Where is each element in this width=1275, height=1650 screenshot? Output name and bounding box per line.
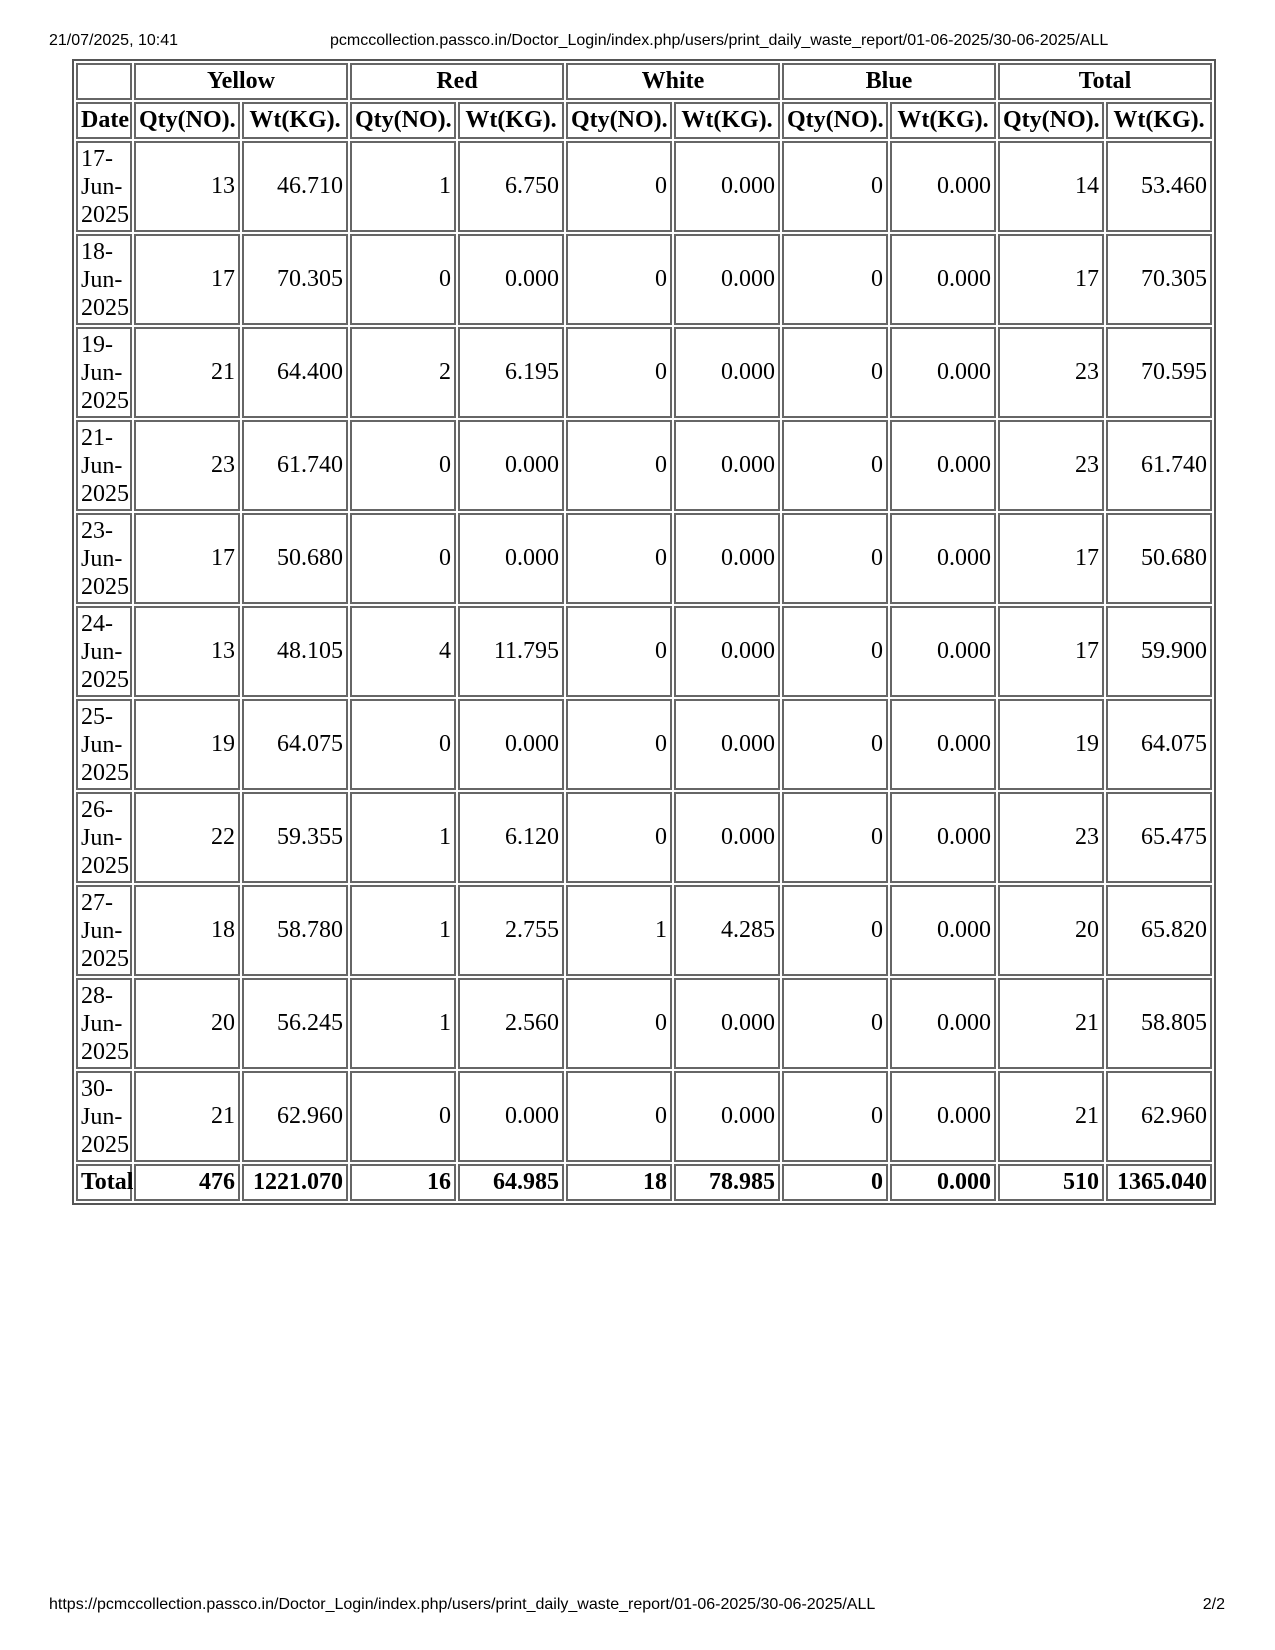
blue-qty-cell: 0 [782, 978, 888, 1069]
blue-qty-cell: 0 [782, 420, 888, 511]
blue-wt-cell: 0.000 [890, 792, 996, 883]
blue-wt-total: 0.000 [890, 1164, 996, 1201]
yellow-wt-cell: 70.305 [242, 234, 348, 325]
daily-waste-report-table [72, 59, 1216, 1205]
yellow-qty-cell: 19 [134, 699, 240, 790]
qty-column-header: Qty(NO). [134, 102, 240, 139]
qty-column-header: Qty(NO). [350, 102, 456, 139]
red-wt-cell: 6.750 [458, 141, 564, 232]
date-cell: 19-Jun-2025 [76, 327, 132, 418]
red-qty-cell: 4 [350, 606, 456, 697]
white-qty-cell: 0 [566, 792, 672, 883]
red-wt-cell: 6.195 [458, 327, 564, 418]
group-header-row [76, 63, 1212, 100]
yellow-qty-cell: 18 [134, 885, 240, 976]
print-footer-url: https://pcmccollection.passco.in/Doctor_Login/index.php/users/print_daily_waste_report/01-06-2025/30-06-2025/ALL [49, 1596, 876, 1613]
group-header-yellow: Yellow [134, 63, 348, 100]
yellow-qty-cell: 23 [134, 420, 240, 511]
red-qty-cell: 0 [350, 513, 456, 604]
total-label-cell: Total [76, 1164, 132, 1201]
total-qty-cell: 23 [998, 792, 1104, 883]
white-wt-cell: 0.000 [674, 699, 780, 790]
blue-qty-cell: 0 [782, 885, 888, 976]
white-qty-cell: 0 [566, 141, 672, 232]
total-qty-cell: 21 [998, 978, 1104, 1069]
table-row [76, 978, 1212, 1069]
white-qty-cell: 0 [566, 699, 672, 790]
wt-column-header: Wt(KG). [890, 102, 996, 139]
total-wt-cell: 53.460 [1106, 141, 1212, 232]
grand-qty-total: 510 [998, 1164, 1104, 1201]
white-wt-cell: 0.000 [674, 141, 780, 232]
red-qty-total: 16 [350, 1164, 456, 1201]
yellow-wt-cell: 48.105 [242, 606, 348, 697]
table-row [76, 606, 1212, 697]
date-cell: 18-Jun-2025 [76, 234, 132, 325]
yellow-qty-cell: 21 [134, 1071, 240, 1162]
table-row [76, 885, 1212, 976]
total-qty-cell: 19 [998, 699, 1104, 790]
red-qty-cell: 1 [350, 141, 456, 232]
yellow-wt-cell: 50.680 [242, 513, 348, 604]
table-row [76, 513, 1212, 604]
blue-wt-cell: 0.000 [890, 420, 996, 511]
date-cell: 21-Jun-2025 [76, 420, 132, 511]
white-qty-cell: 0 [566, 234, 672, 325]
white-wt-cell: 0.000 [674, 978, 780, 1069]
blue-wt-cell: 0.000 [890, 699, 996, 790]
yellow-wt-cell: 56.245 [242, 978, 348, 1069]
red-qty-cell: 1 [350, 792, 456, 883]
white-wt-cell: 0.000 [674, 234, 780, 325]
red-wt-cell: 2.560 [458, 978, 564, 1069]
total-qty-cell: 21 [998, 1071, 1104, 1162]
red-wt-cell: 0.000 [458, 234, 564, 325]
yellow-wt-cell: 46.710 [242, 141, 348, 232]
total-wt-cell: 61.740 [1106, 420, 1212, 511]
white-wt-cell: 0.000 [674, 327, 780, 418]
red-qty-cell: 1 [350, 885, 456, 976]
wt-column-header: Wt(KG). [674, 102, 780, 139]
red-wt-cell: 0.000 [458, 699, 564, 790]
red-wt-cell: 0.000 [458, 1071, 564, 1162]
red-wt-cell: 11.795 [458, 606, 564, 697]
date-cell: 28-Jun-2025 [76, 978, 132, 1069]
white-wt-cell: 0.000 [674, 420, 780, 511]
wt-column-header: Wt(KG). [242, 102, 348, 139]
blue-wt-cell: 0.000 [890, 327, 996, 418]
group-header-total: Total [998, 63, 1212, 100]
table-row [76, 327, 1212, 418]
yellow-qty-cell: 17 [134, 234, 240, 325]
group-header-blue: Blue [782, 63, 996, 100]
date-cell: 17-Jun-2025 [76, 141, 132, 232]
blue-qty-cell: 0 [782, 141, 888, 232]
total-wt-cell: 58.805 [1106, 978, 1212, 1069]
grand-wt-total: 1365.040 [1106, 1164, 1212, 1201]
total-qty-cell: 17 [998, 606, 1104, 697]
total-qty-cell: 23 [998, 327, 1104, 418]
white-qty-cell: 0 [566, 1071, 672, 1162]
blue-qty-cell: 0 [782, 327, 888, 418]
red-wt-cell: 0.000 [458, 420, 564, 511]
red-wt-cell: 0.000 [458, 513, 564, 604]
table-row [76, 141, 1212, 232]
red-qty-cell: 0 [350, 699, 456, 790]
total-wt-cell: 59.900 [1106, 606, 1212, 697]
table-row [76, 1071, 1212, 1162]
wt-column-header: Wt(KG). [1106, 102, 1212, 139]
total-row [76, 1164, 1212, 1201]
white-wt-cell: 0.000 [674, 1071, 780, 1162]
white-qty-cell: 0 [566, 513, 672, 604]
empty-corner-cell [76, 63, 132, 100]
print-page-number: 2/2 [1202, 1596, 1225, 1613]
blue-qty-cell: 0 [782, 606, 888, 697]
yellow-wt-cell: 64.400 [242, 327, 348, 418]
white-wt-cell: 4.285 [674, 885, 780, 976]
yellow-wt-cell: 59.355 [242, 792, 348, 883]
total-qty-cell: 23 [998, 420, 1104, 511]
print-datetime: 21/07/2025, 10:41 [49, 32, 179, 49]
date-cell: 27-Jun-2025 [76, 885, 132, 976]
white-qty-cell: 0 [566, 420, 672, 511]
white-qty-cell: 0 [566, 606, 672, 697]
total-wt-cell: 62.960 [1106, 1071, 1212, 1162]
red-qty-cell: 2 [350, 327, 456, 418]
yellow-qty-cell: 20 [134, 978, 240, 1069]
group-header-white: White [566, 63, 780, 100]
blue-wt-cell: 0.000 [890, 606, 996, 697]
blue-wt-cell: 0.000 [890, 978, 996, 1069]
white-wt-cell: 0.000 [674, 606, 780, 697]
table-row [76, 792, 1212, 883]
total-wt-cell: 64.075 [1106, 699, 1212, 790]
red-wt-cell: 6.120 [458, 792, 564, 883]
report-body [76, 141, 1212, 1162]
date-cell: 26-Jun-2025 [76, 792, 132, 883]
yellow-qty-cell: 21 [134, 327, 240, 418]
blue-wt-cell: 0.000 [890, 141, 996, 232]
table-row [76, 699, 1212, 790]
yellow-wt-cell: 62.960 [242, 1071, 348, 1162]
white-qty-cell: 0 [566, 327, 672, 418]
total-qty-cell: 17 [998, 513, 1104, 604]
date-cell: 25-Jun-2025 [76, 699, 132, 790]
white-wt-cell: 0.000 [674, 513, 780, 604]
blue-qty-cell: 0 [782, 1071, 888, 1162]
yellow-qty-cell: 13 [134, 606, 240, 697]
total-qty-cell: 20 [998, 885, 1104, 976]
yellow-qty-cell: 17 [134, 513, 240, 604]
yellow-wt-cell: 61.740 [242, 420, 348, 511]
blue-qty-cell: 0 [782, 513, 888, 604]
date-column-header: Date [76, 102, 132, 139]
yellow-qty-total: 476 [134, 1164, 240, 1201]
blue-wt-cell: 0.000 [890, 885, 996, 976]
blue-qty-cell: 0 [782, 792, 888, 883]
yellow-qty-cell: 13 [134, 141, 240, 232]
yellow-wt-cell: 64.075 [242, 699, 348, 790]
total-wt-cell: 70.595 [1106, 327, 1212, 418]
white-wt-cell: 0.000 [674, 792, 780, 883]
white-qty-total: 18 [566, 1164, 672, 1201]
blue-wt-cell: 0.000 [890, 234, 996, 325]
blue-wt-cell: 0.000 [890, 1071, 996, 1162]
table-row [76, 234, 1212, 325]
table-row [76, 420, 1212, 511]
red-qty-cell: 1 [350, 978, 456, 1069]
total-wt-cell: 65.475 [1106, 792, 1212, 883]
red-wt-total: 64.985 [458, 1164, 564, 1201]
white-wt-total: 78.985 [674, 1164, 780, 1201]
qty-column-header: Qty(NO). [782, 102, 888, 139]
yellow-wt-total: 1221.070 [242, 1164, 348, 1201]
red-qty-cell: 0 [350, 1071, 456, 1162]
total-wt-cell: 50.680 [1106, 513, 1212, 604]
white-qty-cell: 1 [566, 885, 672, 976]
column-header-row [76, 102, 1212, 139]
wt-column-header: Wt(KG). [458, 102, 564, 139]
blue-qty-cell: 0 [782, 234, 888, 325]
yellow-qty-cell: 22 [134, 792, 240, 883]
qty-column-header: Qty(NO). [566, 102, 672, 139]
qty-column-header: Qty(NO). [998, 102, 1104, 139]
total-qty-cell: 17 [998, 234, 1104, 325]
total-wt-cell: 65.820 [1106, 885, 1212, 976]
blue-qty-total: 0 [782, 1164, 888, 1201]
white-qty-cell: 0 [566, 978, 672, 1069]
red-qty-cell: 0 [350, 420, 456, 511]
blue-qty-cell: 0 [782, 699, 888, 790]
red-qty-cell: 0 [350, 234, 456, 325]
total-wt-cell: 70.305 [1106, 234, 1212, 325]
print-page-title: pcmccollection.passco.in/Doctor_Login/index.php/users/print_daily_waste_report/01-06-2025/30-06-2025/ALL [330, 32, 1109, 49]
red-wt-cell: 2.755 [458, 885, 564, 976]
group-header-red: Red [350, 63, 564, 100]
date-cell: 24-Jun-2025 [76, 606, 132, 697]
date-cell: 23-Jun-2025 [76, 513, 132, 604]
yellow-wt-cell: 58.780 [242, 885, 348, 976]
date-cell: 30-Jun-2025 [76, 1071, 132, 1162]
total-qty-cell: 14 [998, 141, 1104, 232]
blue-wt-cell: 0.000 [890, 513, 996, 604]
